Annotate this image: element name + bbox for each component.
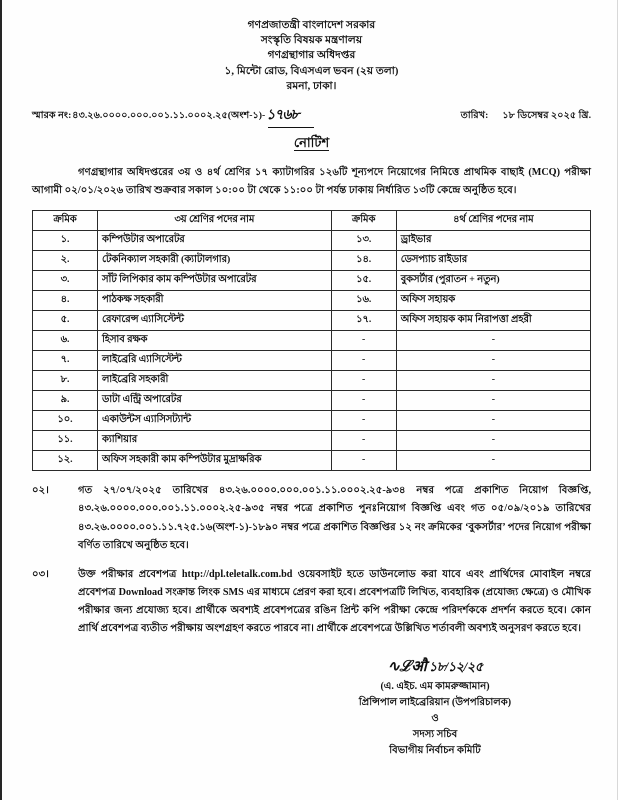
signature-date: ১৮/১২/২৫ (428, 659, 483, 675)
cell-sl-right: ১৪. (331, 251, 396, 271)
table-row (33, 291, 591, 311)
memo-label: স্মারক নং: (32, 110, 72, 122)
header-sl-right: ক্রমিক (331, 211, 396, 231)
cell-sl-right: - (331, 331, 396, 351)
cell-post-name-right: - (396, 411, 590, 431)
cell-sl-left: ৯. (33, 391, 98, 411)
cell-post-name-left: লাইব্রেরি এ্যাসিস্টেন্ট (98, 351, 332, 371)
cell-post-name-right: বুকসর্টার (পুরাতন + নতুন) (396, 271, 590, 291)
letterhead (32, 18, 591, 94)
cell-post-name-left: হিসাব রক্ষক (98, 331, 332, 351)
table-row (33, 331, 591, 351)
clause-03-text (78, 566, 591, 639)
table-row (33, 311, 591, 331)
memo-handwritten-number: ১৭৬৮ (266, 103, 298, 127)
cell-sl-right: - (331, 411, 396, 431)
cell-sl-left: ২. (33, 251, 98, 271)
cell-post-name-right: অফিস সহায়ক কাম নিরাপত্তা প্রহরী (396, 311, 590, 331)
table-header-row (33, 211, 591, 231)
admit-card-url[interactable]: http://dpl.teletalk.com.bd (181, 568, 293, 580)
table-row (33, 371, 591, 391)
department-name: গণগ্রন্থাগার অধিদপ্তর (267, 50, 356, 62)
cell-post-name-right: - (396, 351, 590, 371)
table-row (33, 231, 591, 251)
table-row (33, 271, 591, 291)
header-name-right: ৪র্থ শ্রেণির পদের নাম (396, 211, 590, 231)
cell-post-name-right: ড্রাইভার (396, 231, 590, 251)
cell-sl-left: ৮. (33, 371, 98, 391)
clause-02-text: গত ২৭/০৭/২০২৫ তারিখের ৪৩.২৬.০০০০.০০০.০০১.১১.০০০২.২৫-৯৩৪ নম্বর পত্রে প্রকাশিত নিয়োগ বিজ্ঞপ্তি, ৪৩.২৬.০০০০.০০০.০০১.১১.০০০২.২৫-৯৩৫ নম্বর পত্রে প্রকাশিত পুনঃনিয়োগ বিজ্ঞপ্তি এবং গত ০৫/০৯/২০১৯ তারিখের ৪৩.২৬.০০০০.০০১.১১.৭২৫.১৬(অংশ-১)-১৮৯০ নম্বর পত্রে প্রকাশিত বিজ্ঞপ্তির ১২ নং ক্রমিকের ‘বুকসর্টার’ পদের নিয়োগ পরীক্ষা বর্ণিত তারিখে অনুষ্ঠিত হবে। (78, 485, 591, 551)
cell-sl-left: ৪. (33, 291, 98, 311)
clause-02-number: ০২। (32, 485, 49, 497)
table-row (33, 411, 591, 431)
signatory-committee: বিভাগীয় নির্বাচন কমিটি (389, 745, 481, 757)
clause-03-text-before-url: উক্ত পরীক্ষার প্রবেশপত্র (78, 568, 182, 580)
signatory-conjunction: ও (431, 713, 439, 725)
page-title (32, 134, 591, 155)
cell-sl-left: ১. (33, 231, 98, 251)
clause-03 (32, 566, 591, 639)
address-line: ১, মিন্টো রোড, বিএসএল ভবন (২য় তলা) (224, 65, 399, 77)
government-name: গণপ্রজাতন্ত্রী বাংলাদেশ সরকার (247, 20, 376, 31)
cell-post-name-left: কম্পিউটার অপারেটর (98, 231, 332, 251)
table-row (33, 431, 591, 451)
notice-title-text: নোটিশ (293, 135, 330, 151)
cell-post-name-right: - (396, 451, 590, 471)
table-row (33, 451, 591, 471)
signature-block (285, 654, 585, 759)
posts-table (32, 210, 591, 471)
cell-sl-left: ৭. (33, 351, 98, 371)
cell-sl-left: ৬. (33, 331, 98, 351)
cell-post-name-left: লাইব্রেরি সহকারী (98, 371, 332, 391)
cell-sl-right: ১৫. (331, 271, 396, 291)
date-group (461, 108, 591, 125)
cell-sl-left: ৩. (33, 271, 98, 291)
cell-post-name-right: - (396, 431, 590, 451)
clause-02 (32, 482, 591, 555)
cell-sl-right: - (331, 451, 396, 471)
city-line: রমনা, ঢাকা। (286, 80, 337, 92)
cell-sl-right: ১৭. (331, 311, 396, 331)
memo-number: ৪৩.২৬.০০০০.০০০.০০১.১১.০০০২.২৫(অংশ-১)- (72, 110, 266, 122)
cell-post-name-right: অফিস সহায়ক (396, 291, 590, 311)
signature-mark-row (285, 654, 585, 678)
cell-sl-right: - (331, 351, 396, 371)
intro-paragraph: গণগ্রন্থাগার অধিদপ্তরের ৩য় ও ৪র্থ শ্রেণির ১৭ ক্যাটাগরির ১২৬টি শূন্যপদে নিয়োগের নিমিত্তে প্রাথমিক বাছাই (MCQ) পরীক্ষা আগামী ০২/০১/২০২৬ তারিখ শুক্রবার সকাল ১০:০০ টা থেকে ১১:০০ টা পর্যন্ত ঢাকায় নির্ধারিত ১৩টি কেন্দ্রে অনুষ্ঠিত হবে। (32, 167, 591, 196)
header-name-left: ৩য় শ্রেণির পদের নাম (98, 211, 332, 231)
cell-post-name-left: টেকনিক্যাল সহকারী (ক্যাটালগার) (98, 251, 332, 271)
cell-sl-right: ১৩. (331, 231, 396, 251)
table-row (33, 251, 591, 271)
ministry-name: সংস্কৃতি বিষয়ক মন্ত্রণালয় (260, 35, 363, 47)
memo-number-group (32, 101, 299, 125)
cell-sl-right: ১৬. (331, 291, 396, 311)
cell-post-name-left: অফিস সহকারী কাম কম্পিউটার মুদ্রাক্ষরিক (98, 451, 332, 471)
date-value: ১৮ ডিসেম্বর ২০২৫ খ্রি. (502, 110, 591, 122)
table-row (33, 351, 591, 371)
cell-sl-left: ৫. (33, 311, 98, 331)
cell-post-name-left: পাঠকক্ষ সহকারী (98, 291, 332, 311)
handwritten-signature: ∿ℒऔ (387, 657, 427, 676)
clause-03-text-after-url: ওয়েবসাইট হতে ডাউনলোড করা যাবে এবং প্রার্থিদের মোবাইল নম্বরে প্রবেশপত্র Download সংক্রান্ত লিংক SMS এর মাধ্যমে প্রেরণ করা হবে। প্রবেশপত্রটি লিখিত, ব্যবহারিক (প্রযোজ্য ক্ষেত্রে) ও মৌখিক পরীক্ষার জন্য প্রযোজ্য হবে। প্রার্থীকে অবশ্যই প্রবেশপত্রের রঙিন প্রিন্ট কপি পরীক্ষা কেন্দ্রে পরিদর্শককে প্রদর্শন করতে হবে। কোন প্রার্থি প্রবেশপত্র ব্যতীত পরীক্ষায় অংশগ্রহণ করতে পারবে না। প্রার্থীকে প্রবেশপত্রে উল্লিখিত শর্তাবলী অবশ্যই অনুসরণ করতে হবে। (78, 568, 591, 635)
cell-post-name-right: ডেসপ্যাচ রাইডার (396, 251, 590, 271)
cell-sl-right: - (331, 431, 396, 451)
cell-sl-left: ১২. (33, 451, 98, 471)
cell-post-name-right: - (396, 391, 590, 411)
signatory-role: সদস্য সচিব (412, 729, 458, 741)
clause-03-number: ০৩। (32, 568, 49, 580)
cell-sl-left: ১১. (33, 431, 98, 451)
date-label: তারিখ: (460, 110, 489, 122)
cell-post-name-left: রেফারেন্স এ্যাসিস্টেন্ট (98, 311, 332, 331)
cell-sl-right: - (331, 391, 396, 411)
cell-sl-right: - (331, 371, 396, 391)
cell-post-name-right: - (396, 331, 590, 351)
cell-post-name-left: একাউন্টস এ্যাসিসট্যান্ট (98, 411, 332, 431)
signatory-designation: প্রিন্সিপাল লাইব্রেরিয়ান (উপপরিচালক) (358, 696, 512, 708)
signatory-name: (এ. এইচ. এম কামরুজ্জামান) (380, 680, 490, 692)
cell-post-name-left: ডাটা এন্ট্রি অপারেটর (98, 391, 332, 411)
cell-post-name-right: - (396, 371, 590, 391)
table-row (33, 391, 591, 411)
cell-post-name-left: ক্যাশিয়ার (98, 431, 332, 451)
cell-post-name-left: সাঁট লিপিকার কাম কম্পিউটার অপারেটর (98, 271, 332, 291)
header-sl-left: ক্রমিক (33, 211, 98, 231)
memo-date-row (32, 101, 591, 125)
cell-sl-left: ১০. (33, 411, 98, 431)
